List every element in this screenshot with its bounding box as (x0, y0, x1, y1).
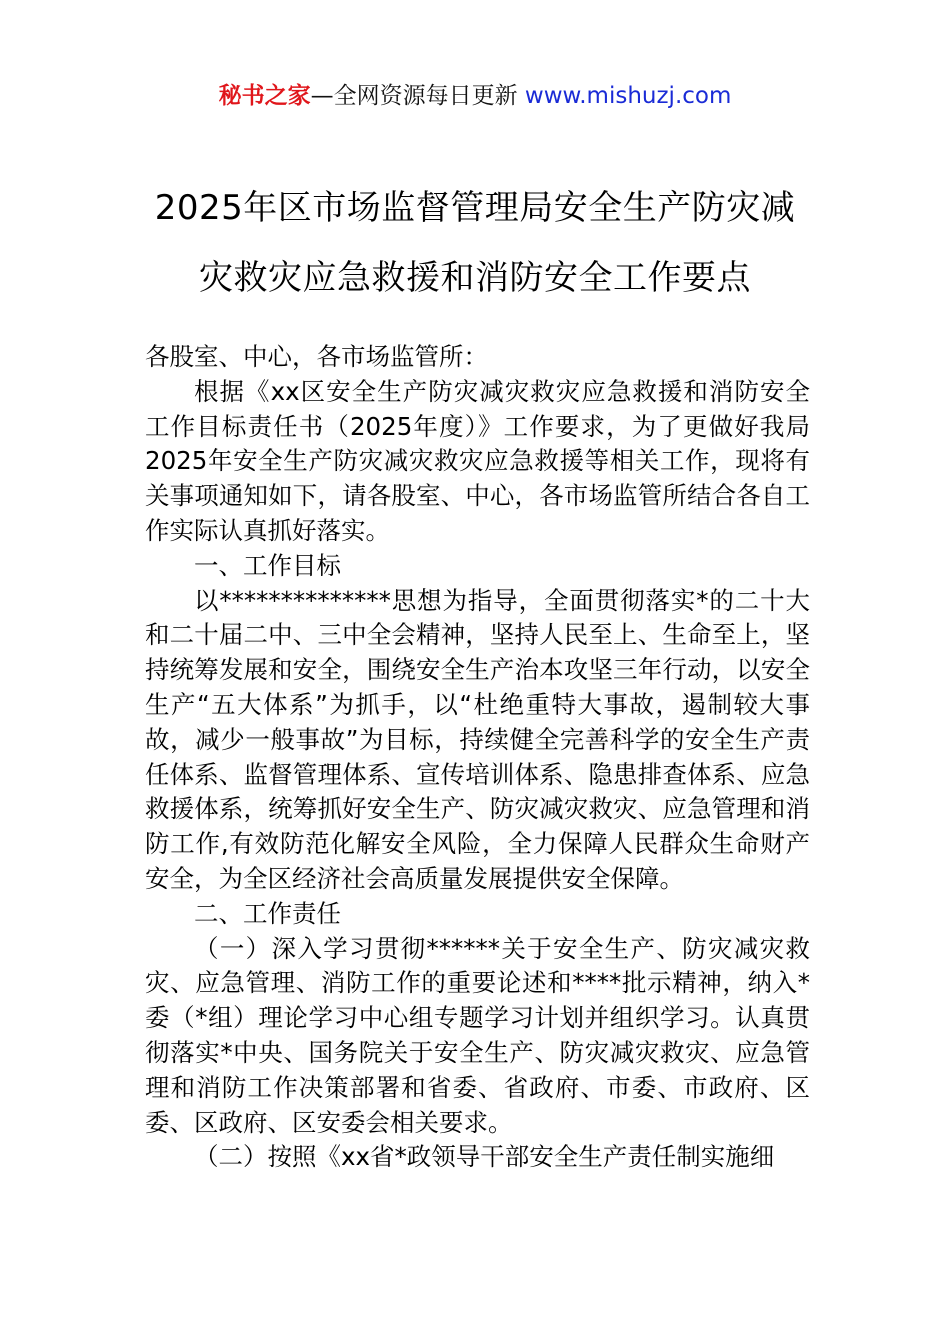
document-title-line-2: 灾救灾应急救援和消防安全工作要点 (199, 258, 751, 298)
document-body (145, 340, 810, 1175)
site-header (0, 80, 950, 112)
responsibility-item-2: （二）按照《xx省*政领导干部安全生产责任制实施细 (194, 1142, 775, 1172)
goals-paragraph: 以**************思想为指导，全面贯彻落实*的二十大和二十届二中、三中全会精神，坚持人民至上、生命至上，坚持统筹发展和安全，围绕安全生产治本攻坚三年行动，以安全生产“五大体系”为抓手，以“杜绝重特大事故，遏制较大事故，减少一般事故”为目标，持续健全完善科学的安全生产责任体系、监督管理体系、宣传培训体系、隐患排查体系、应急救援体系，统筹抓好安全生产、防灾减灾救灾、应急管理和消防工作,有效防范化解安全风险，全力保障人民群众生命财产安全，为全区经济社会高质量发展提供安全保障。 (145, 585, 810, 893)
site-url-link[interactable]: www.mishuzj.com (524, 83, 732, 109)
responsibility-item-1: （一）深入学习贯彻******关于安全生产、防灾减灾救灾、应急管理、消防工作的重要论述和****批示精神，纳入*委（*组）理论学习中心组专题学习计划并组织学习。认真贯彻落实*中央、国务院关于安全生产、防灾减灾救灾、应急管理和消防工作决策部署和省委、省政府、市委、市政府、区委、区政府、区安委会相关要求。 (145, 933, 810, 1137)
salutation: 各股室、中心，各市场监管所： (145, 342, 488, 371)
site-slogan: —全网资源每日更新 (310, 83, 518, 109)
section-heading-goals: 一、工作目标 (194, 550, 341, 580)
section-heading-responsibilities: 二、工作责任 (194, 898, 341, 928)
intro-paragraph: 根据《xx区安全生产防灾减灾救灾应急救援和消防安全工作目标责任书（2025年度）》工作要求，为了更做好我局2025年安全生产防灾减灾救灾应急救援等相关工作，现将有关事项通知如下，请各股室、中心，各市场监管所结合各自工作实际认真抓好落实。 (145, 376, 810, 545)
site-brand: 秘书之家 (218, 83, 311, 109)
document-title-line-1: 2025年区市场监督管理局安全生产防灾减 (154, 188, 796, 228)
